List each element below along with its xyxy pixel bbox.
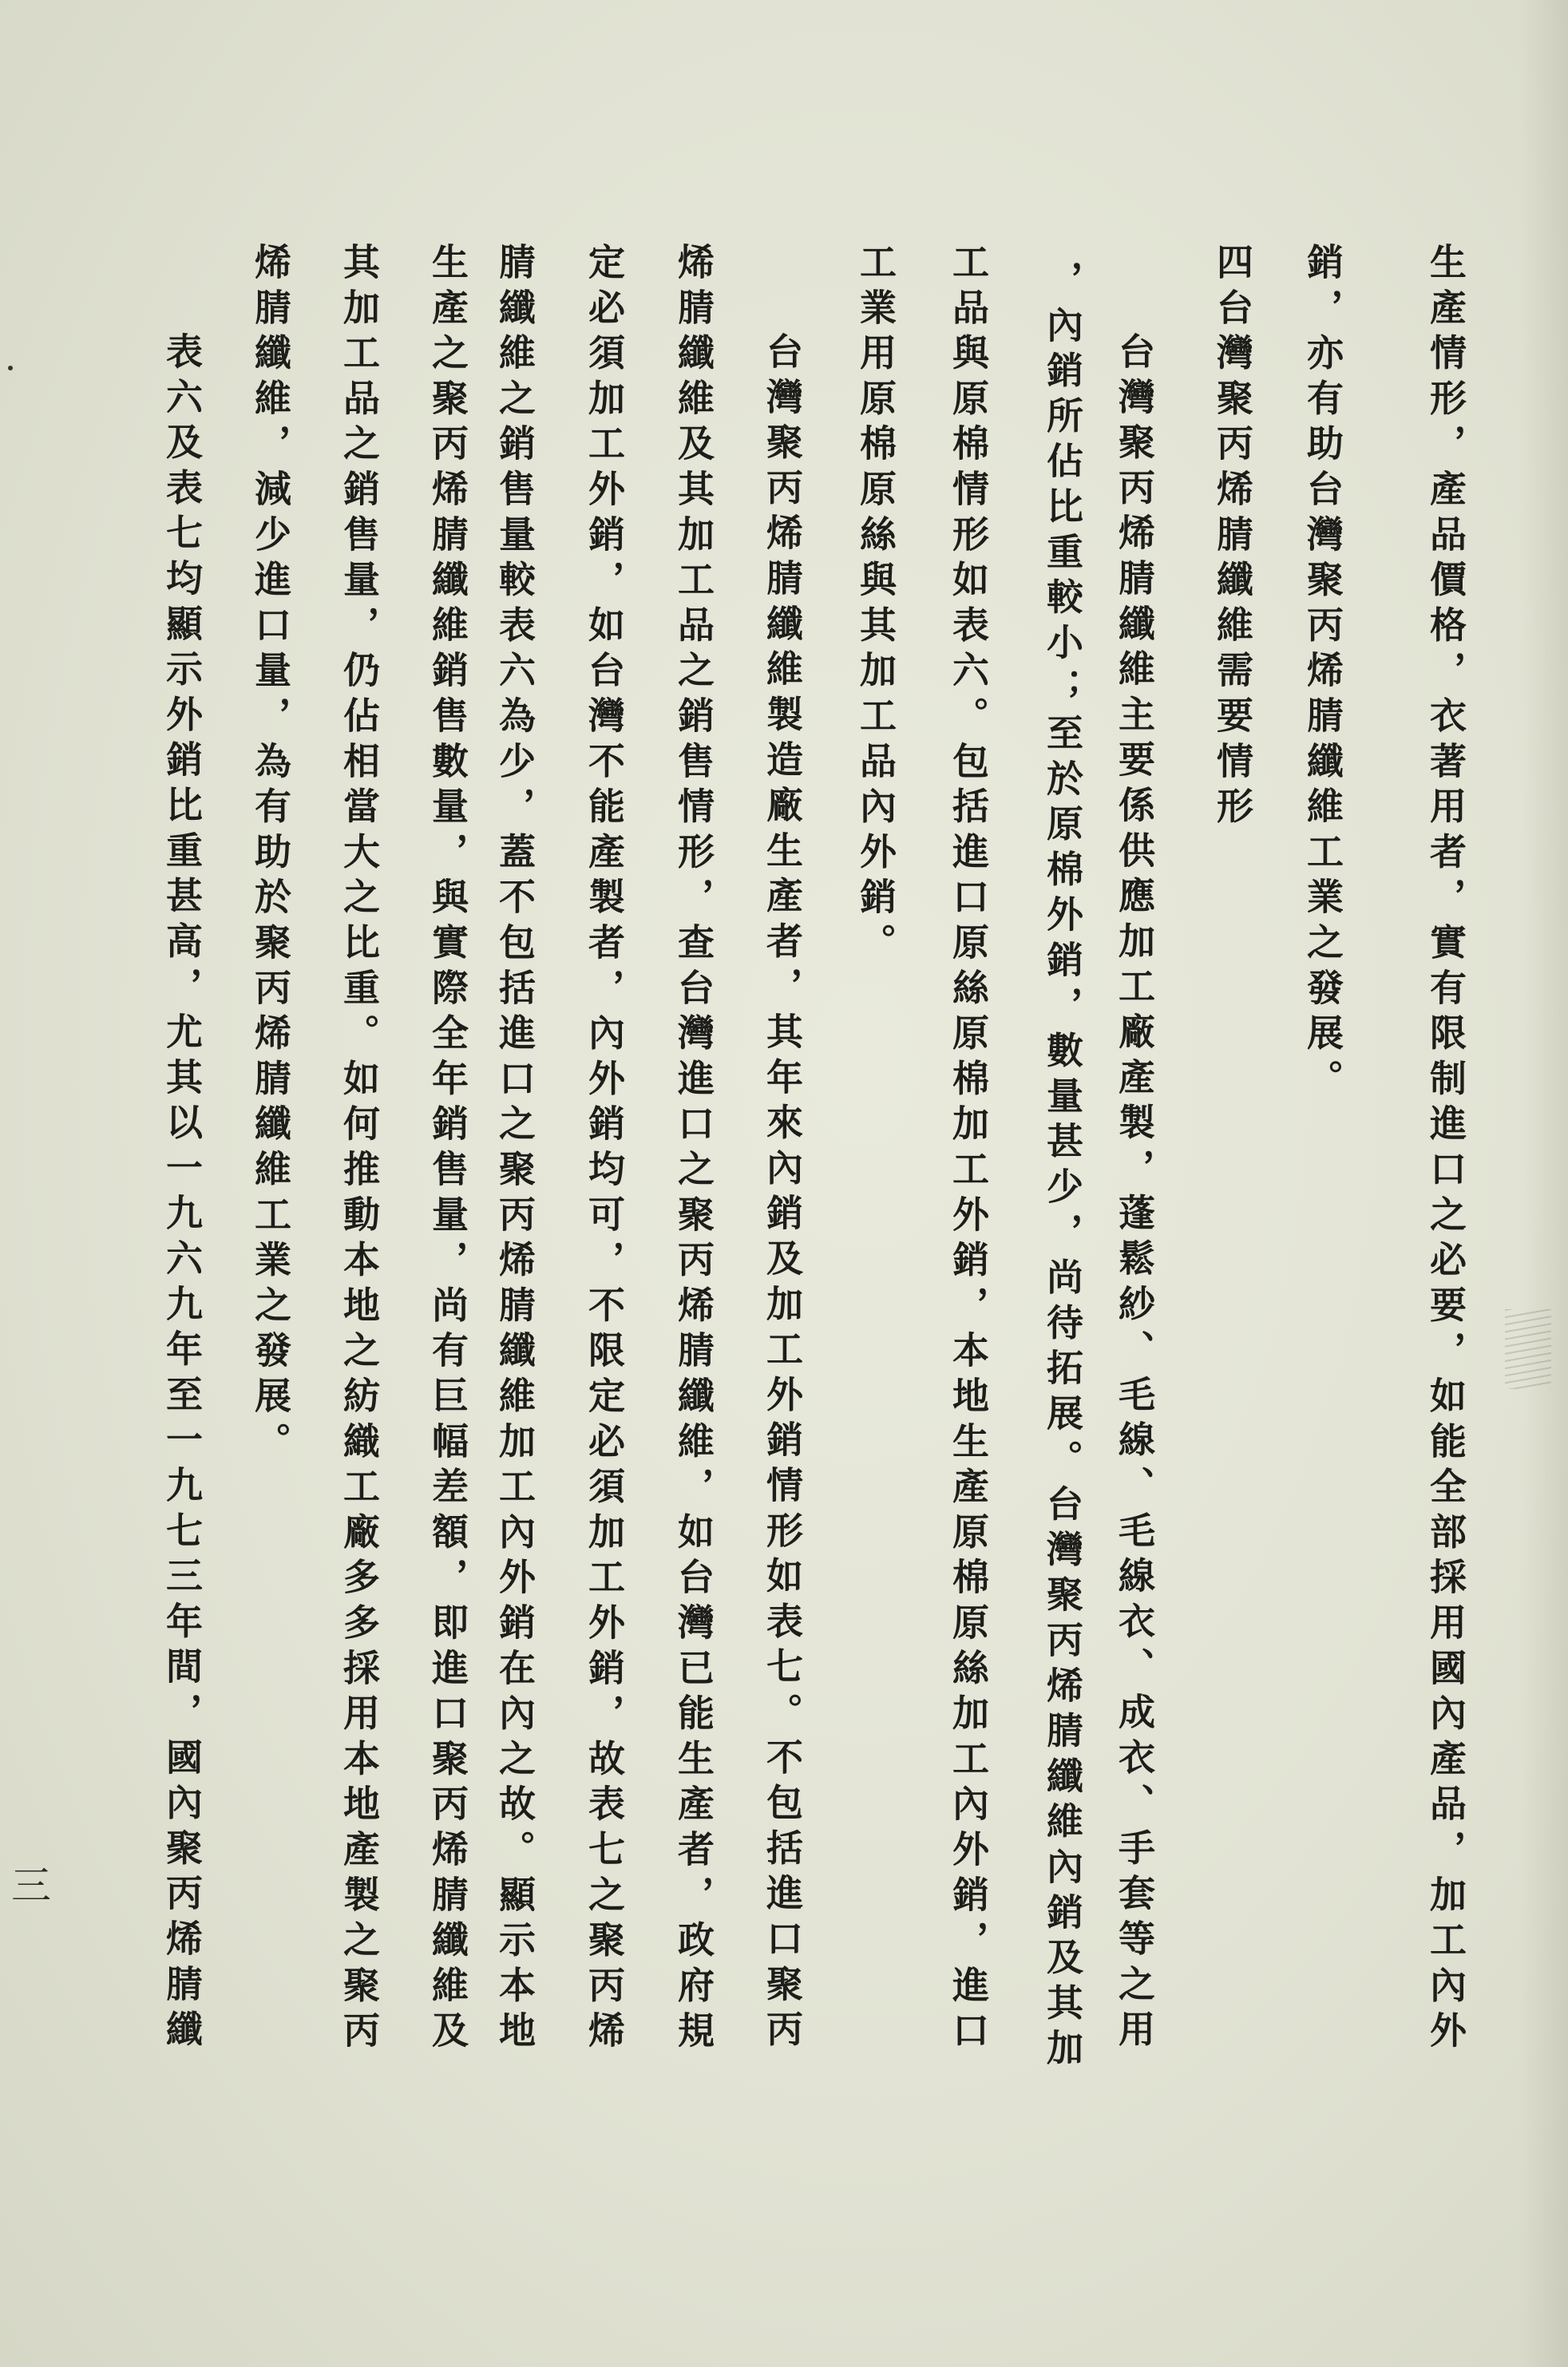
- text-column-7: 工業用原棉原絲與其加工品內外銷。: [854, 243, 897, 968]
- text-column-5: ，內銷所佔比重較小；至於原棉外銷，數量甚少，尚待拓展。台灣聚丙烯腈纖維內銷及其加: [1041, 260, 1084, 2074]
- text-column-2: 銷，亦有助台灣聚丙烯腈纖維工業之發展。: [1301, 243, 1344, 1105]
- text-column-4: 台灣聚丙烯腈纖維主要係供應加工廠產製，蓬鬆紗、毛線、毛線衣、成衣、手套等之用: [1113, 332, 1156, 2056]
- ink-smudge: [1505, 1309, 1551, 1389]
- ink-speck: [8, 366, 13, 370]
- text-column-10: 定必須加工外銷，如台灣不能產製者，內外銷均可，不限定必須加工外銷，故表七之聚丙烯: [583, 243, 626, 2056]
- text-column-8: 台灣聚丙烯腈纖維製造廠生產者，其年來內銷及加工外銷情形如表七。不包括進口聚丙: [761, 332, 804, 2056]
- text-column-14: 烯腈纖維，減少進口量，為有助於聚丙烯腈纖維工業之發展。: [249, 243, 292, 1467]
- page-edge-shadow: [1520, 0, 1568, 2367]
- text-column-13: 其加工品之銷售量，仍佔相當大之比重。如何推動本地之紡織工廠多多採用本地產製之聚丙: [338, 243, 381, 2056]
- text-column-1: 生產情形，產品價格，衣著用者，實有限制進口之必要，如能全部採用國內產品，加工內外: [1424, 243, 1467, 2056]
- text-column-12: 生產之聚丙烯腈纖維銷售數量，與實際全年銷售量，尚有巨幅差額，即進口聚丙烯腈纖維及: [426, 243, 469, 2056]
- text-column-9: 烯腈纖維及其加工品之銷售情形，查台灣進口之聚丙烯腈纖維，如台灣已能生產者，政府規: [672, 243, 715, 2056]
- section-heading: 四台灣聚丙烯腈纖維需要情形: [1211, 243, 1254, 833]
- text-column-11: 腈纖維之銷售量較表六為少，蓋不包括進口之聚丙烯腈纖維加工內外銷在內之故。顯示本地: [493, 243, 537, 2056]
- text-column-6: 工品與原棉情形如表六。包括進口原絲原棉加工外銷，本地生產原棉原絲加工內外銷，進口: [947, 243, 990, 2056]
- text-column-15: 表六及表七均顯示外銷比重甚高，尤其以一九六九年至一九七三年間，國內聚丙烯腈纖: [160, 332, 204, 2056]
- page-number: 三: [11, 1862, 51, 1909]
